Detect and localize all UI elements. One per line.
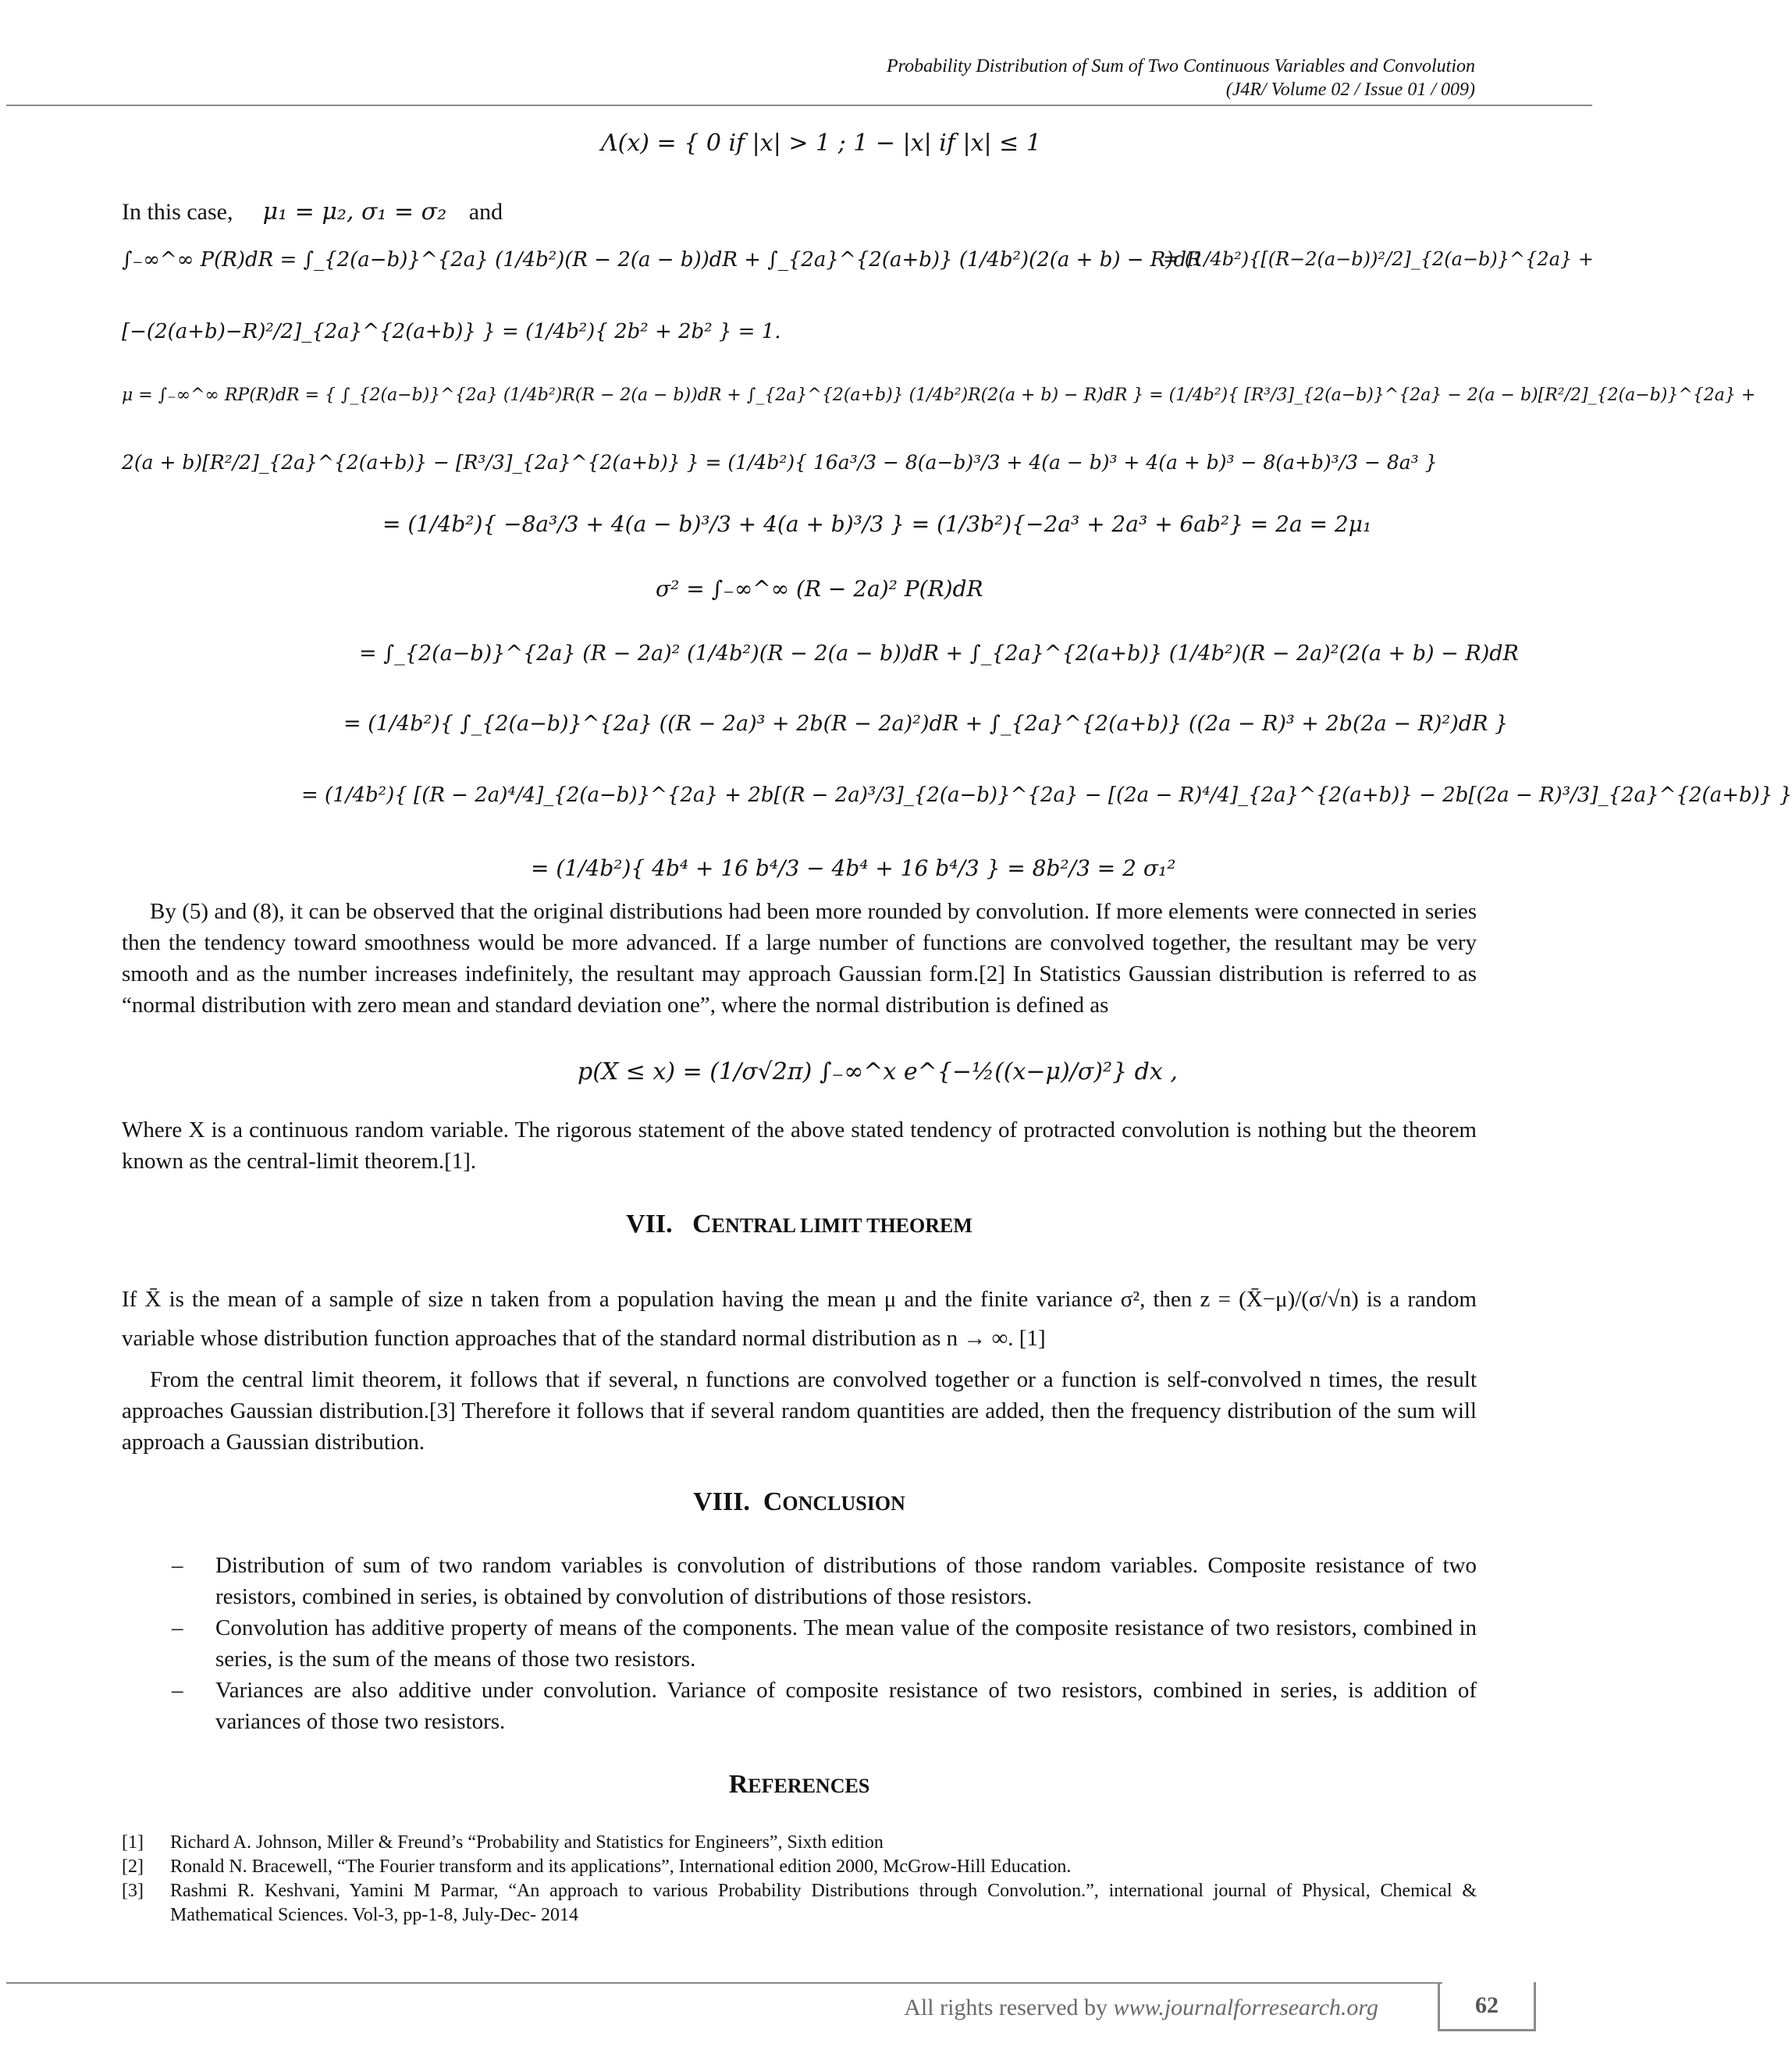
normal-cdf-equation: p(X ≤ x) = (1/σ√2π) ∫₋∞^x e^{−½((x−μ)/σ)²} dx , xyxy=(578,1058,1178,1086)
reference-item xyxy=(122,1879,1477,1928)
references-heading xyxy=(0,1770,1598,1800)
paragraph-clt-convolution: From the central limit theorem, it follows that if several, n functions are convolved together or a function is self-convolved n times, the result approaches Gaussian distribution.[3] Therefore it follows that if several random quantities are added, then the frequency distribution of the sum will approach a Gaussian distribution. xyxy=(122,1367,1477,1455)
section-number-8: VIII. xyxy=(693,1487,750,1516)
case-intro: In this case, xyxy=(122,199,233,225)
reference-item xyxy=(122,1855,1477,1879)
variance-eq-line1: σ² = ∫₋∞^∞ (R − 2a)² P(R)dR xyxy=(656,576,983,602)
conclusion-item: – Convolution has additive property of means of the components. The mean value of the composite resistance of two resistors, combined in series, is the sum of the means of those two resistors. xyxy=(172,1612,1477,1675)
footer-divider xyxy=(6,1982,1442,1984)
footer-rights xyxy=(904,1995,1378,2021)
section-number-7: VII. xyxy=(626,1210,673,1238)
paragraph-random-variable: Where X is a continuous random variable. The rigorous statement of the above stated tendency of protracted convolution is nothing but the theorem known as the central-limit theorem.[1]. xyxy=(122,1118,1477,1174)
paper-title-header: Probability Distribution of Sum of Two Continuous Variables and Convolution xyxy=(886,56,1475,76)
lambda-equation-text: Λ(x) = { 0 if |x| > 1 ; 1 − |x| if |x| ≤ 1 xyxy=(601,130,1041,157)
variance-eq-line5: = (1/4b²){ 4b⁴ + 16 b⁴/3 − 4b⁴ + 16 b⁴/3 } = 8b²/3 = 2 σ₁² xyxy=(531,855,1176,881)
variance-eq-line3: = (1/4b²){ ∫_{2(a−b)}^{2a} ((R − 2a)³ + 2b(R − 2a)²)dR + ∫_{2a}^{2(a+b)} ((2a − R)³ + 2b(2a − R)²)dR } xyxy=(343,712,1509,736)
references-title-cap: R xyxy=(728,1770,748,1799)
reference-number: [1] xyxy=(122,1832,144,1853)
reference-list xyxy=(122,1831,1477,1928)
paragraph-clt-statement: If X̄ is the mean of a sample of size n taken from a population having the mean μ and the finite variance σ², then z = (X̄−μ)/(σ/√n) is a random variable whose distribution function approaches that of the standard normal distribution as n → ∞. [1] xyxy=(122,1287,1477,1351)
header-divider xyxy=(6,105,1592,106)
normalization-eq-line2: [−(2(a+b)−R)²/2]_{2a}^{2(a+b)} } = (1/4b²){ 2b² + 2b² } = 1. xyxy=(122,320,781,343)
reference-number: [2] xyxy=(122,1857,144,1877)
lambda-equation xyxy=(601,130,1041,157)
variance-eq-line2: = ∫_{2(a−b)}^{2a} (R − 2a)² (1/4b²)(R − 2(a − b))dR + ∫_{2a}^{2(a+b)} (1/4b²)(R − 2a)²(2(a + b) − R)dR xyxy=(359,641,1519,666)
mean-eq-line3: = (1/4b²){ −8a³/3 + 4(a − b)³/3 + 4(a + b)³/3 } = (1/3b²){−2a³ + 2a³ + 6ab²} = 2a = 2μ₁ xyxy=(382,511,1372,537)
case-and: and xyxy=(468,199,503,225)
case-condition: μ₁ = μ₂, σ₁ = σ₂ xyxy=(262,198,447,226)
footer-rights-text: All rights reserved by xyxy=(904,1995,1108,2020)
references-title-rest: EFERENCES xyxy=(748,1775,870,1797)
normalization-eq-line1: ∫₋∞^∞ P(R)dR = ∫_{2(a−b)}^{2a} (1/4b²)(R − 2(a − b))dR + ∫_{2a}^{2(a+b)} (1/4b²)(2(a + b) − R)dR xyxy=(122,248,1202,272)
conclusion-item: – Variances are also additive under convolution. Variance of composite resistance of two resistors, combined in series, is addition of variances of those two resistors. xyxy=(172,1675,1477,1737)
mean-eq-line2: 2(a + b)[R²/2]_{2a}^{2(a+b)} − [R³/3]_{2a}^{2(a+b)} } = (1/4b²){ 16a³/3 − 8(a−b)³/3 + 4(a − b)³ + 4(a + b)³ − 8(a+b)³/3 − 8a³ } xyxy=(122,451,1438,474)
reference-text: Ronald N. Bracewell, “The Fourier transform and its applications”, International edition 2000, McGrow-Hill Education. xyxy=(170,1857,1072,1877)
footer-site-link[interactable]: www.journalforresearch.org xyxy=(1113,1995,1378,2020)
reference-item xyxy=(122,1831,1477,1855)
mean-eq-line1: μ = ∫₋∞^∞ RP(R)dR = { ∫_{2(a−b)}^{2a} (1/4b²)R(R − 2(a − b))dR + ∫_{2a}^{2(a+b)} (1/4b²)R(2(a + b) − R)dR } = (1/4b²){ [R³/3]_{2(a−b)}^{2a} − 2(a − b)[R²/2]_{2(a−b)}^{2a} + xyxy=(122,386,1756,405)
journal-issue-header: (J4R/ Volume 02 / Issue 01 / 009) xyxy=(1225,80,1475,100)
reference-text: Richard A. Johnson, Miller & Freund’s “Probability and Statistics for Engineers”, Sixth edition xyxy=(170,1832,884,1853)
section-title-cap-7: C xyxy=(692,1210,712,1238)
conclusion-list xyxy=(172,1550,1477,1737)
section-title-rest-7: ENTRAL LIMIT THEOREM xyxy=(711,1214,972,1237)
section-heading-central-limit xyxy=(0,1210,1598,1239)
page-number-box xyxy=(1438,1982,1536,2031)
normalization-eq-line1-right: = (1/4b²){[(R−2(a−b))²/2]_{2(a−b)}^{2a} + xyxy=(1163,248,1595,270)
paragraph-convolution-smoothness: By (5) and (8), it can be observed that the original distributions had been more rounded by convolution. If more elements were connected in series then the tendency toward smoothness would be more advanced. If a large number of functions are convolved together, the resultant may be very smooth and as the number increases indefinitely, the resultant may approach Gaussian form.[2] In Statistics Gaussian distribution is referred to as “normal distribution with zero mean and standard deviation one”, where the normal distribution is defined as xyxy=(122,899,1477,1018)
section-title-cap-8: C xyxy=(763,1487,783,1516)
reference-number: [3] xyxy=(122,1881,144,1901)
page-number: 62 xyxy=(1475,1992,1499,2018)
running-header xyxy=(887,55,1475,101)
section-title-rest-8: ONCLUSION xyxy=(782,1492,905,1515)
section-heading-conclusion xyxy=(0,1487,1598,1517)
conclusion-item: – Distribution of sum of two random variables is convolution of distributions of those random variables. Composite resistance of two resistors, combined in series, is obtained by convolution of distributions of those resistors. xyxy=(172,1550,1477,1612)
case-line xyxy=(122,198,503,226)
variance-eq-line4: = (1/4b²){ [(R − 2a)⁴/4]_{2(a−b)}^{2a} + 2b[(R − 2a)³/3]_{2(a−b)}^{2a} − [(2a − R)⁴/4]_{2a}^{2(a+b)} − 2b[(2a − R)³/3]_{2a}^{2(a+b)} } xyxy=(301,783,1792,807)
reference-text: Rashmi R. Keshvani, Yamini M Parmar, “An approach to various Probability Distributions through Convolution.”, international journal of Physical, Chemical & Mathematical Sciences. Vol-3, pp-1-8, July-Dec- 2014 xyxy=(170,1881,1477,1925)
